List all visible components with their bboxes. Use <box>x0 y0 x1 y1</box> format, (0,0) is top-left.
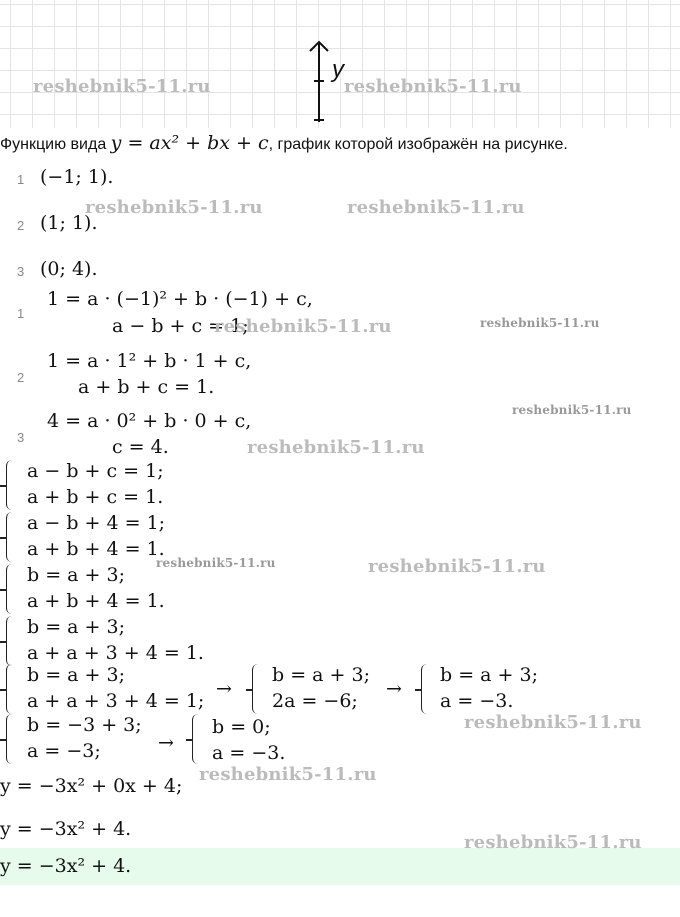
system-row: b = a + 3; <box>272 664 370 686</box>
system-row: b = a + 3; <box>440 664 538 686</box>
question-prefix: Функцию вида <box>0 136 111 153</box>
substitution-simplified: a − b + c = 1; <box>112 315 249 337</box>
system-row: b = a + 3; <box>27 564 125 586</box>
result-line: y = −3x² + 0x + 4; <box>0 775 183 797</box>
watermark: reshebnik5-11.ru <box>199 764 377 785</box>
system-brace <box>421 664 432 714</box>
result-line: y = −3x² + 4. <box>0 818 132 840</box>
watermark: reshebnik5-11.ru <box>214 316 392 337</box>
substitution-equation: 4 = a · 0² + b · 0 + c, <box>47 410 252 432</box>
substitution-number: 3 <box>17 430 25 445</box>
system-brace <box>6 460 17 510</box>
substitution-simplified: a + b + c = 1. <box>78 376 215 398</box>
system-brace <box>192 714 203 764</box>
substitution-simplified: c = 4. <box>112 436 169 458</box>
watermark: reshebnik5-11.ru <box>464 712 642 733</box>
substitution-number: 1 <box>17 306 25 321</box>
watermark: reshebnik5-11.ru <box>347 197 525 218</box>
answer: y = −3x² + 4. <box>0 855 132 877</box>
system-row: b = a + 3; <box>27 616 125 638</box>
point-number: 2 <box>17 218 25 233</box>
point-value: (−1; 1). <box>40 166 114 188</box>
system-row: b = 0; <box>212 716 271 738</box>
watermark: reshebnik5-11.ru <box>368 556 546 577</box>
watermark: reshebnik5-11.ru <box>156 556 276 570</box>
system-row: a + b + c = 1. <box>27 486 164 508</box>
watermark: reshebnik5-11.ru <box>247 437 425 458</box>
point-number: 1 <box>17 172 25 187</box>
system-row: a + a + 3 + 4 = 1; <box>27 690 205 712</box>
system-row: a + a + 3 + 4 = 1. <box>27 642 204 664</box>
system-brace <box>252 664 263 714</box>
question-text <box>0 132 568 154</box>
substitution-equation: 1 = a · 1² + b · 1 + c, <box>47 350 252 372</box>
point-value: (0; 4). <box>40 258 98 280</box>
watermark: reshebnik5-11.ru <box>85 197 263 218</box>
substitution-equation: 1 = a · (−1)² + b · (−1) + c, <box>47 288 313 310</box>
system-brace <box>6 714 17 764</box>
watermark: reshebnik5-11.ru <box>344 76 522 97</box>
system-row: a = −3. <box>212 742 286 764</box>
watermark: reshebnik5-11.ru <box>512 403 632 417</box>
watermark: reshebnik5-11.ru <box>464 832 642 853</box>
point-number: 3 <box>17 264 25 279</box>
system-row: a − b + c = 1; <box>27 460 164 482</box>
system-row: b = a + 3; <box>27 664 125 686</box>
system-brace <box>6 664 17 714</box>
watermark: reshebnik5-11.ru <box>33 76 211 97</box>
system-row: a + b + 4 = 1. <box>27 538 165 560</box>
arrow: → <box>386 678 402 700</box>
system-row: b = −3 + 3; <box>27 714 142 736</box>
system-row: a + b + 4 = 1. <box>27 590 165 612</box>
system-row: 2a = −6; <box>272 690 358 712</box>
arrow: → <box>158 732 174 754</box>
question-formula: y = ax² + bx + c <box>110 132 269 154</box>
system-brace <box>6 564 17 614</box>
substitution-number: 2 <box>17 370 25 385</box>
system-row: a = −3. <box>440 690 514 712</box>
system-row: a − b + 4 = 1; <box>27 512 166 534</box>
system-brace <box>6 616 17 666</box>
point-value: (1; 1). <box>40 212 98 234</box>
y-axis-label: y <box>332 56 344 83</box>
arrow: → <box>216 678 232 700</box>
system-brace <box>6 512 17 562</box>
watermark: reshebnik5-11.ru <box>480 316 600 330</box>
question-suffix: , график которой изображён на рисунке. <box>268 136 568 153</box>
system-row: a = −3; <box>27 740 101 762</box>
